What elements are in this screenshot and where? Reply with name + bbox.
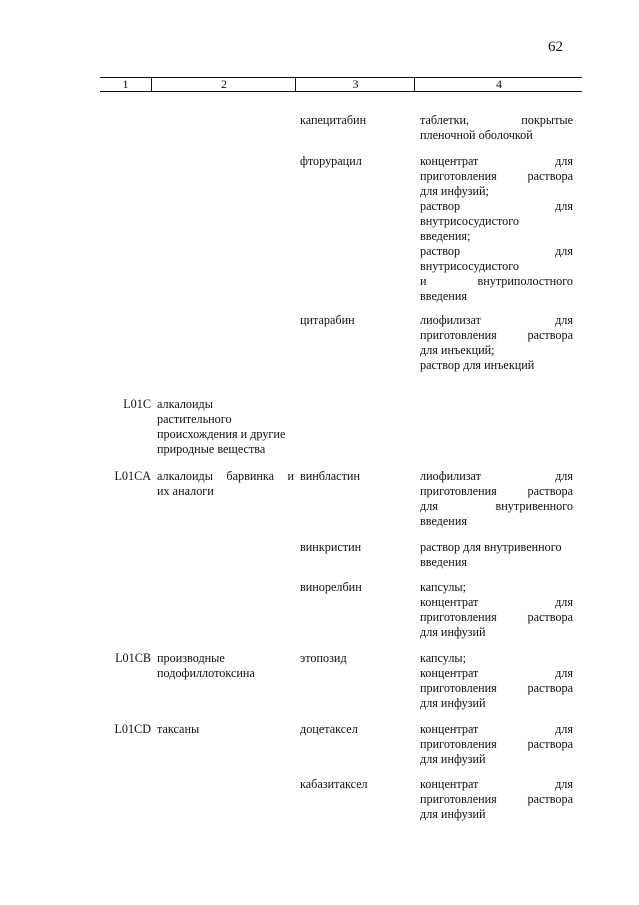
cell-line: для инфузий [420, 752, 486, 766]
atc-code: L01CB [115, 651, 151, 665]
dosage-form [420, 580, 573, 640]
cell-line: для инфузий [420, 696, 486, 710]
cell-line: внутрисосудистого [420, 259, 520, 273]
cell-line: происхождения и другие [157, 427, 286, 441]
group-name [157, 469, 294, 499]
cell-line: раствор для инъекций [420, 358, 535, 372]
cell-line: концентрат для [420, 777, 573, 791]
cell-line: для инфузий; [420, 184, 489, 198]
dosage-form [420, 722, 573, 767]
cell-line: внутрисосудистого [420, 214, 520, 228]
cell-line: растительного [157, 412, 232, 426]
substance-name: винбластин [300, 469, 360, 483]
cell-line: введения [420, 555, 467, 569]
header-col-1: 1 [122, 77, 129, 91]
cell-line: приготовления раствора [420, 737, 573, 751]
dosage-form [420, 113, 573, 143]
header-col-4: 4 [414, 78, 583, 91]
group-name [157, 651, 294, 681]
cell-line: подофиллотоксина [157, 666, 255, 680]
cell-line: таксаны [157, 722, 200, 736]
cell-line: приготовления раствора [420, 484, 573, 498]
cell-line: капсулы; [420, 580, 466, 594]
cell-line: капсулы; [420, 651, 466, 665]
cell-line: концентрат для [420, 595, 573, 609]
substance-name: цитарабин [300, 313, 355, 327]
table-header [100, 77, 582, 92]
cell-line: концентрат для [420, 666, 573, 680]
substance-name: фторурацил [300, 154, 362, 168]
header-col-2: 2 [151, 78, 296, 91]
cell-line: для внутривенного [420, 499, 573, 513]
header-col-3: 3 [295, 78, 415, 91]
cell-line: раствор для [420, 199, 573, 213]
dosage-form [420, 651, 573, 711]
dosage-form [420, 313, 573, 373]
dosage-form [420, 154, 573, 304]
cell-line: приготовления раствора [420, 169, 573, 183]
dosage-form [420, 540, 573, 570]
group-name [157, 722, 294, 737]
page-number: 62 [548, 39, 563, 55]
atc-code: L01CD [114, 722, 151, 736]
cell-line: введения [420, 514, 467, 528]
cell-line: лиофилизат для [420, 469, 573, 483]
cell-line: таблетки, покрытые [420, 113, 573, 127]
cell-line: производные [157, 651, 225, 665]
cell-line: введения; [420, 229, 471, 243]
group-name [157, 397, 294, 457]
cell-line: алкалоиды [157, 397, 213, 411]
cell-line: природные вещества [157, 442, 266, 456]
cell-line: концентрат для [420, 722, 573, 736]
cell-line: алкалоиды барвинка и [157, 469, 294, 483]
substance-name: винорелбин [300, 580, 362, 594]
substance-name: кабазитаксел [300, 777, 368, 791]
dosage-form [420, 777, 573, 822]
atc-code: L01CA [114, 469, 151, 483]
cell-line: пленочной оболочкой [420, 128, 533, 142]
dosage-form [420, 469, 573, 529]
cell-line: и внутриполостного [420, 274, 573, 288]
cell-line: концентрат для [420, 154, 573, 168]
cell-line: для инфузий [420, 807, 486, 821]
substance-name: этопозид [300, 651, 347, 665]
cell-line: приготовления раствора [420, 792, 573, 806]
substance-name: винкристин [300, 540, 362, 554]
cell-line: раствор для [420, 244, 573, 258]
cell-line: для инфузий [420, 625, 486, 639]
cell-line: их аналоги [157, 484, 214, 498]
cell-line: введения [420, 289, 467, 303]
cell-line: для инъекций; [420, 343, 495, 357]
atc-code: L01C [123, 397, 151, 411]
substance-name: капецитабин [300, 113, 367, 127]
cell-line: приготовления раствора [420, 328, 573, 342]
cell-line: раствор для внутривенного [420, 540, 562, 554]
cell-line: лиофилизат для [420, 313, 573, 327]
cell-line: приготовления раствора [420, 610, 573, 624]
substance-name: доцетаксел [300, 722, 358, 736]
cell-line: приготовления раствора [420, 681, 573, 695]
